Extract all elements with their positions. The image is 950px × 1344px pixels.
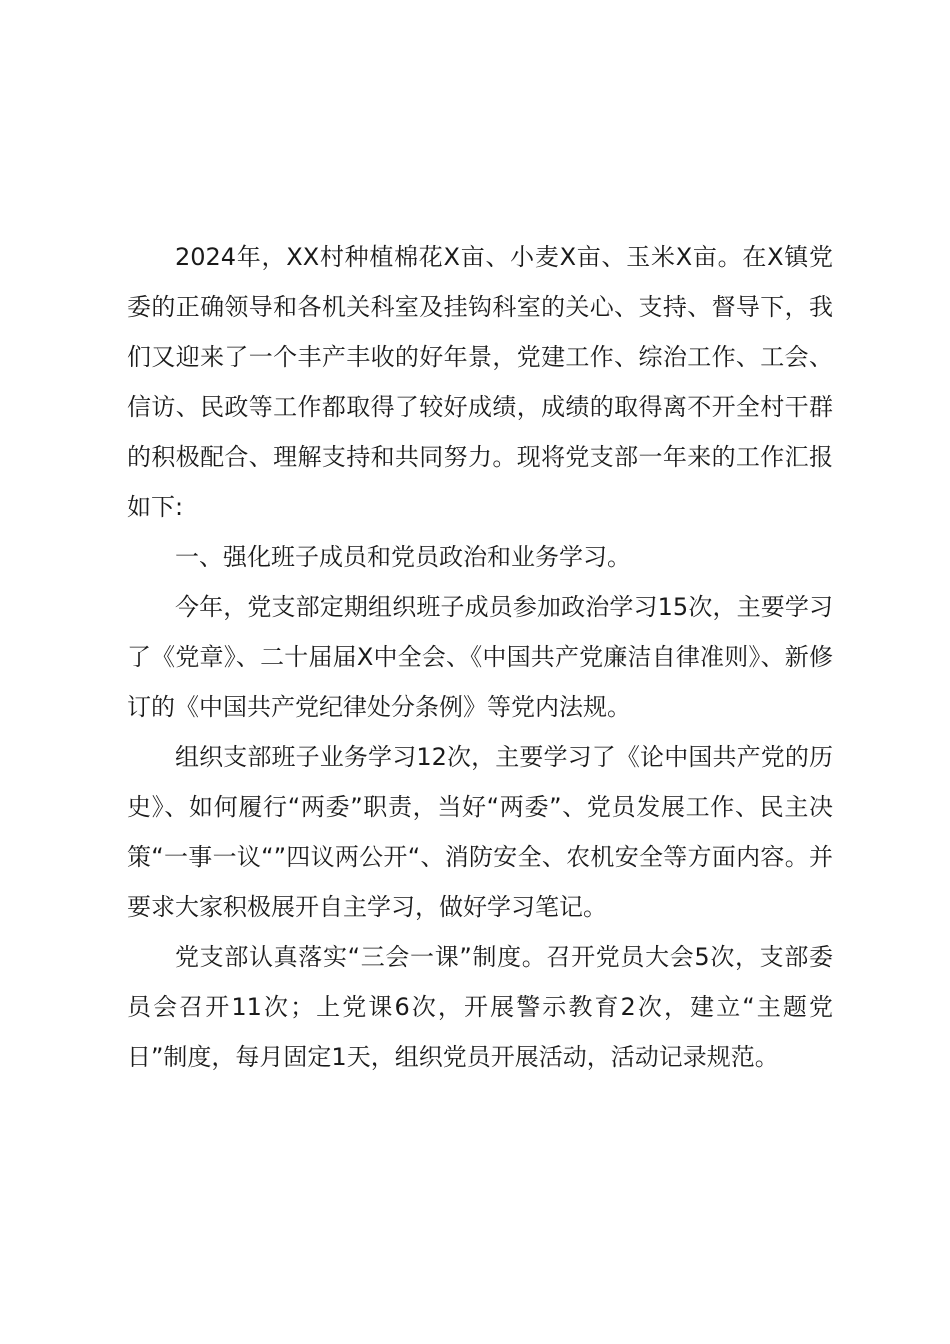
paragraph-political-study: 今年，党支部定期组织班子成员参加政治学习15次，主要学习了《党章》、二十届届X中全会、《中国共产党廉洁自律准则》、新修订的《中国共产党纪律处分条例》等党内法规。 (127, 593, 833, 721)
paragraph-business-study: 组织支部班子业务学习12次，主要学习了《论中国共产党的历史》、如何履行“两委”职责，当好“两委”、党员发展工作、民主决策“一事一议“”四议两公开“、消防安全、农机安全等方面内容。并要求大家积极展开自主学习，做好学习笔记。 (127, 743, 833, 921)
paragraph-intro: 2024年，XX村种植棉花X亩、小麦X亩、玉米X亩。在X镇党委的正确领导和各机关科室及挂钩科室的关心、支持、督导下，我们又迎来了一个丰产丰收的好年景，党建工作、综治工作、工会、信访、民政等工作都取得了较好成绩，成绩的取得离不开全村干群的积极配合、理解支持和共同努力。现将党支部一年来的工作汇报如下: (127, 243, 833, 521)
section-heading-1: 一、强化班子成员和党员政治和业务学习。 (175, 543, 631, 571)
document-body (127, 232, 833, 1082)
paragraph-three-meetings: 党支部认真落实“三会一课”制度。召开党员大会5次，支部委员会召开11次；上党课6次，开展警示教育2次，建立“主题党日”制度，每月固定1天，组织党员开展活动，活动记录规范。 (127, 943, 833, 1071)
